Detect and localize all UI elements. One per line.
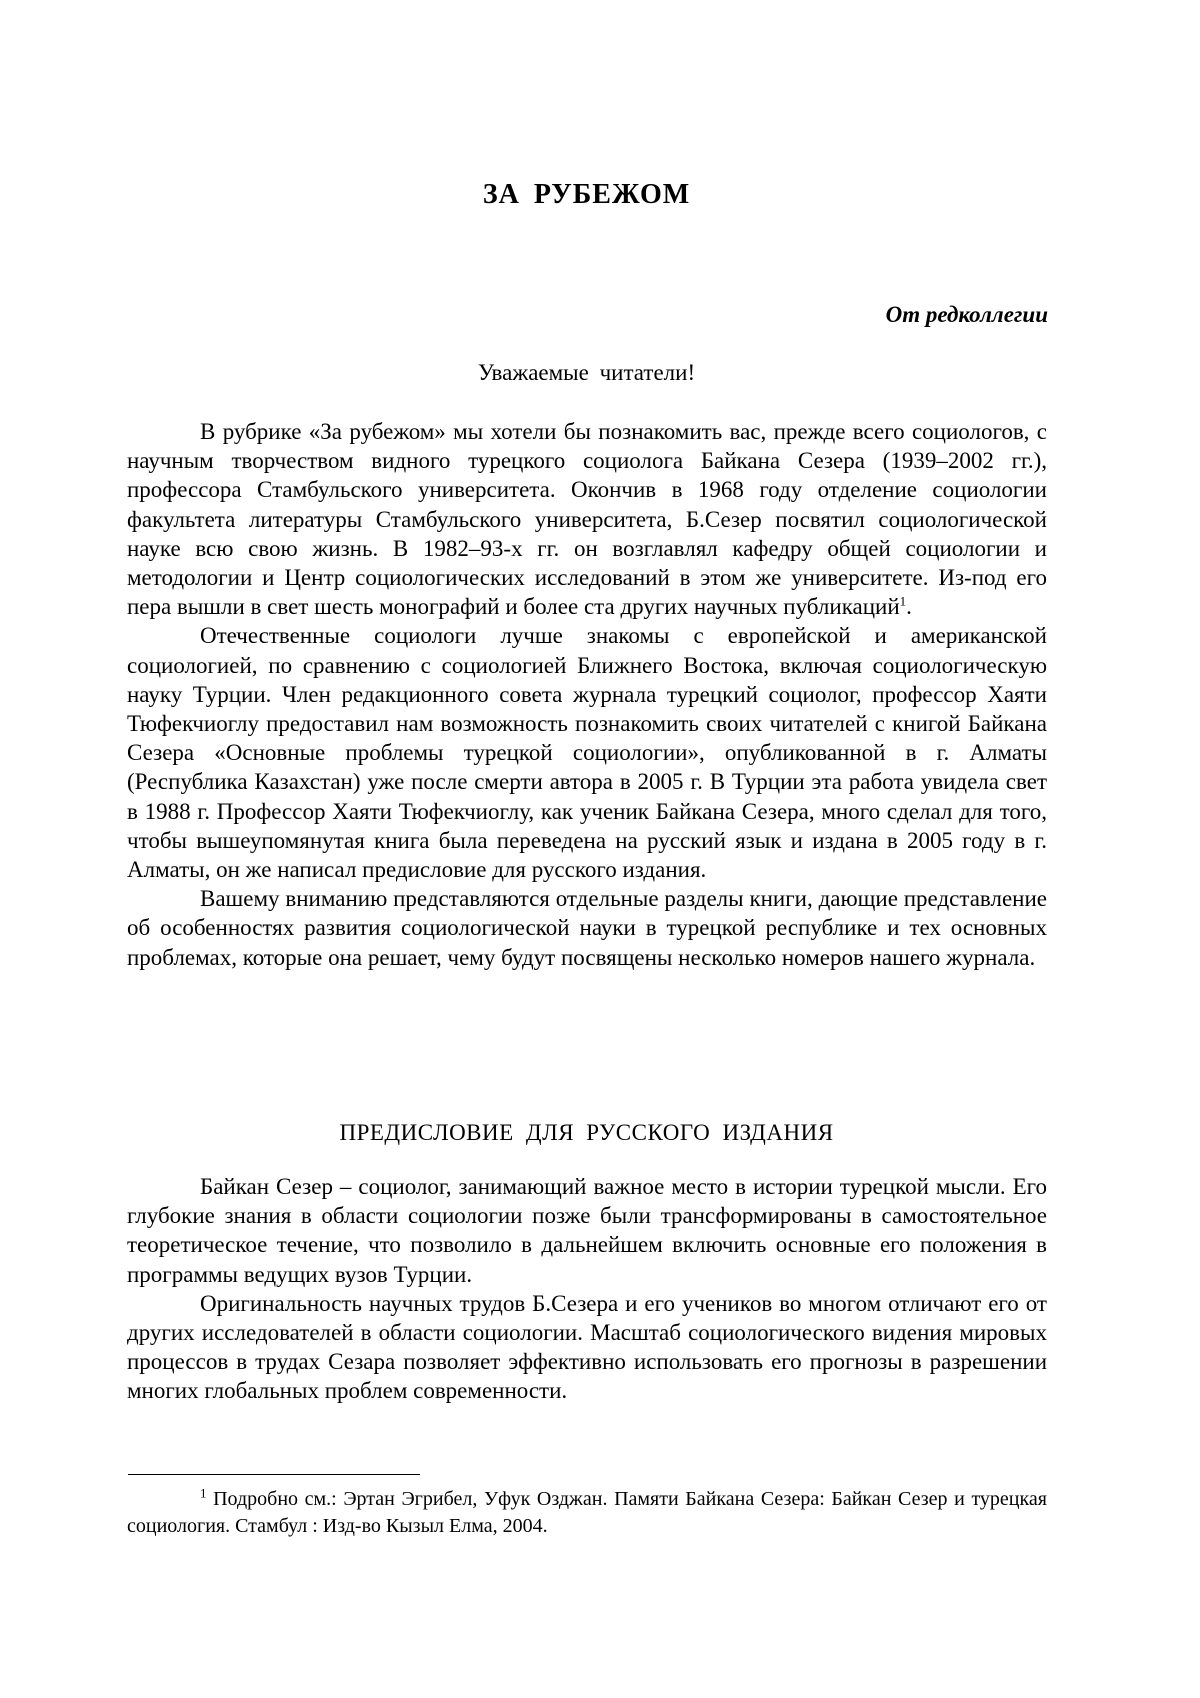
footnote-reference[interactable]: 1: [899, 593, 907, 609]
footnote-text: Подробно см.: Эртан Эгрибел, Уфук Озджан. Памяти Байкана Сезера: Байкан Сезер и турецкая социология. Стамбул : Изд-во Кызыл Елма, 2004.: [127, 1488, 1047, 1537]
preface-text: [127, 1172, 1047, 1406]
footnote-divider: [128, 1474, 420, 1475]
section-title: ЗА РУБЕЖОМ: [482, 179, 691, 210]
editorial-paragraph-3: Вашему вниманию представляются отдельные разделы книги, дающие представление об особенностях развития социологической науки в турецкой республике и тех основных проблемах, которые она решает, чему будут посвящены несколько номеров нашего журнала.: [127, 886, 1047, 970]
editorial-paragraph-1: [127, 417, 1047, 621]
preface-title: ПРЕДИСЛОВИЕ ДЛЯ РУССКОГО ИЗДАНИЯ: [339, 1120, 834, 1145]
footnote: [127, 1486, 1047, 1540]
footnote-number: 1: [200, 1485, 207, 1501]
preface-paragraph-2: Оригинальность научных трудов Б.Сезера и его учеников во многом отличают его от других исследователей в области социологии. Масштаб социологического видения мировых процессов в трудах Сезара позволяет эффективно использовать его прогнозы в разрешении многих глобальных проблем современности.: [127, 1290, 1047, 1404]
editorial-paragraph-1-end: .: [906, 594, 912, 620]
preface-paragraph-1: Байкан Сезер – социолог, занимающий важное место в истории турецкой мысли. Его глубокие знания в области социологии позже были трансформированы в самостоятельное теоретическое течение, что позволило в дальнейшем включить основные его положения в программы ведущих вузов Турции.: [127, 1174, 1047, 1287]
greeting: Уважаемые читатели!: [477, 360, 696, 385]
editorial-paragraph-2: Отечественные социологи лучше знакомы с европейской и американской социологией, по сравнению с социологией Ближнего Востока, включая социологическую науку Турции. Член редакционного совета журнала турецкий социолог, профессор Хаяти Тюфекчиоглу предоставил нам возможность познакомить своих читателей с книгой Байкана Сезера «Основные проблемы турецкой социологии», опубликованной в г. Алматы (Республика Казахстан) уже после смерти автора в 2005 г. В Турции эта работа увидела свет в 1988 г. Профессор Хаяти Тюфекчиоглу, как ученик Байкана Сезера, много сделал для того, чтобы вышеупомянутая книга была переведена на русский язык и издана в 2005 году в г. Алматы, он же написал предисловие для русского издания.: [127, 623, 1047, 883]
editorial-paragraph-1-text: В рубрике «За рубежом» мы хотели бы познакомить вас, прежде всего социологов, с научным творчеством видного турецкого социолога Байкана Сезера (1939–2002 гг.), профессора Стамбульского университета. Окончив в 1968 году отделение социологии факультета литературы Стамбульского университета, Б.Сезер посвятил социологической науке всю свою жизнь. В 1982–93-х гг. он возглавлял кафедру общей социологии и методологии и Центр социологических исследований в этом же университете. Из-под его пера вышли в свет шесть монографий и более ста других научных публикаций: [127, 419, 1047, 620]
editorial-text: [127, 417, 1047, 972]
from-editors-label: От редколлегии: [885, 302, 1048, 327]
